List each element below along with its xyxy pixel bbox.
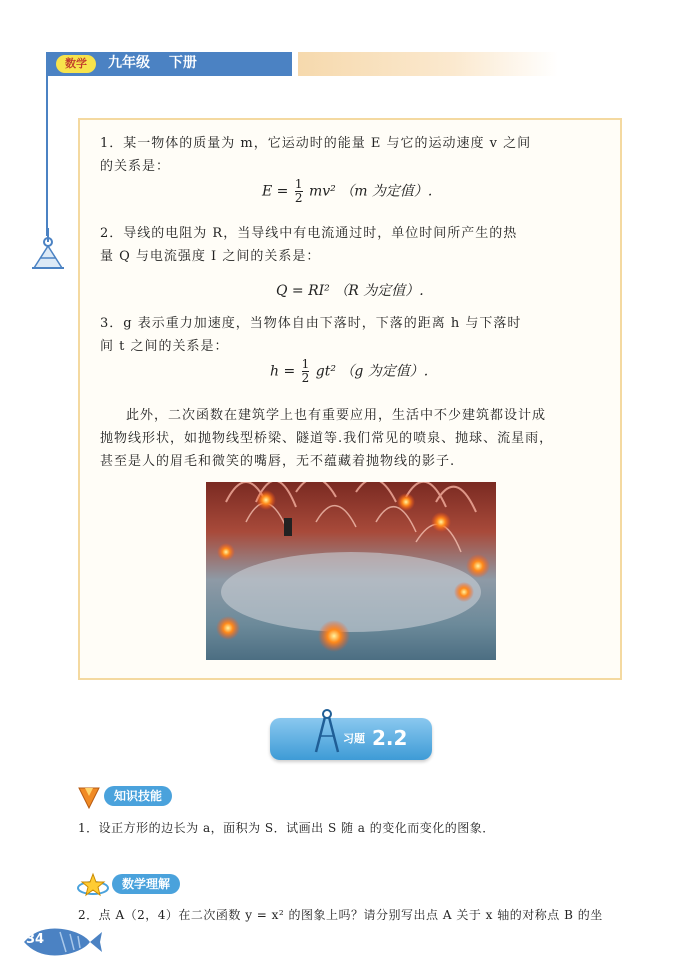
subject-badge: 数学 — [56, 55, 96, 73]
section-math-understanding: 数学理解 — [112, 874, 180, 894]
formula-fall: h = $\frac{1}{2}$ gt² （g 为定值）. — [270, 357, 429, 385]
question-2: 2．点 A（2，4）在二次函数 y = x² 的图象上吗？请分别写出点 A 关于 x 轴的对称点 B 的坐 — [78, 908, 603, 922]
item3-text: 3．g 表示重力加速度，当物体自由下落时，下落的距离 h 与下落时 间 t 之间的关系是： — [100, 316, 522, 354]
compass-icon — [310, 708, 344, 754]
formula-energy: E = $\frac{1}{2}$ mv² （m 为定值）. — [262, 177, 433, 205]
star-icon — [76, 872, 110, 898]
header-decoration — [298, 52, 558, 76]
header-title — [108, 52, 211, 76]
exercise-number: 2.2 — [372, 726, 408, 750]
fountain-photo — [206, 482, 496, 660]
section-knowledge-skills: 知识技能 — [104, 786, 172, 806]
pencil-icon — [76, 784, 102, 810]
paragraph-applications: 此外，二次函数在建筑学上也有重要应用，生活中不少建筑都设计成 抛物线形状，如抛物线型桥梁、隧道等.我们常见的喷泉、抛球、流星雨， 甚至是人的眉毛和微笑的嘴唇，无不蕴藏着抛物线的影子. — [100, 408, 554, 469]
margin-line — [46, 76, 48, 236]
question-1: 1．设正方形的边长为 a，面积为 S．试画出 S 随 a 的变化而变化的图象． — [78, 821, 495, 835]
exercise-label: 习题 — [343, 732, 365, 745]
volume-label: 下册 — [168, 55, 197, 71]
formula-heat: Q = RI² （R 为定值）. — [276, 283, 424, 299]
item1-text: 1．某一物体的质量为 m，它运动时的能量 E 与它的运动速度 v 之间 的关系是： — [100, 136, 532, 174]
page-number: 34 — [26, 932, 45, 947]
compass-tower-icon — [26, 228, 70, 272]
item2-text: 2．导线的电阻为 R，当导线中有电流通过时，单位时间所产生的热 量 Q 与电流强度 I 之间的关系是： — [100, 226, 518, 264]
grade-label: 九年级 — [108, 55, 150, 71]
